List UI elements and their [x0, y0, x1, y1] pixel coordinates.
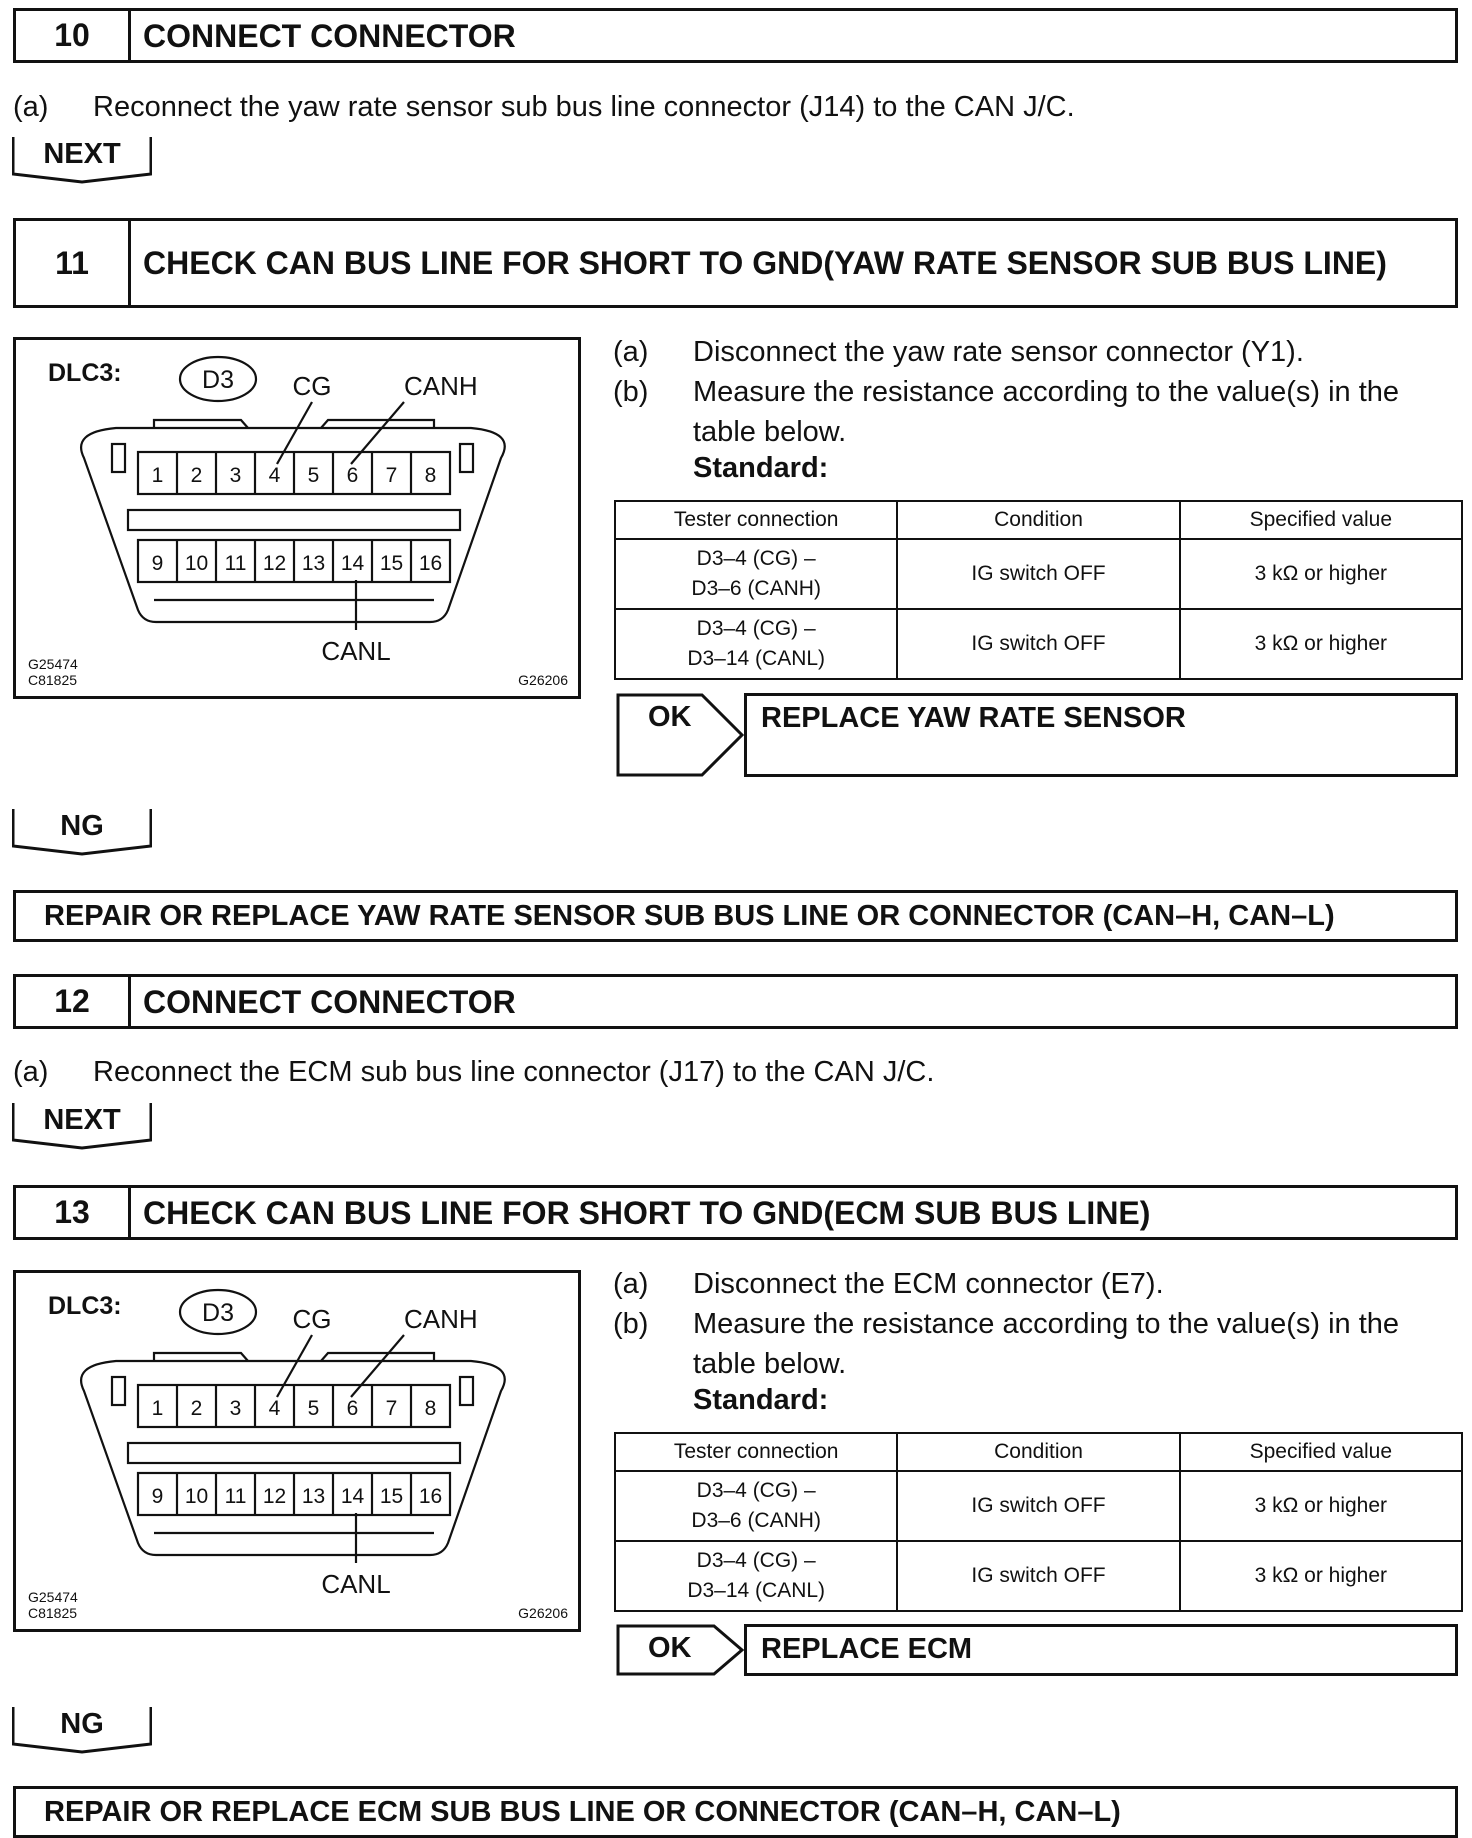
- table-row: [615, 539, 1462, 609]
- tester-connection-cell: [615, 1541, 897, 1611]
- procedure-text: Disconnect the ECM connector (E7).: [693, 1268, 1164, 1300]
- figure-code-3: G26206: [518, 1605, 568, 1621]
- pin-label: 11: [224, 552, 247, 575]
- procedure-label: (b): [613, 1308, 649, 1340]
- connection-line: D3–6 (CANH): [691, 1509, 821, 1532]
- spec-table: [614, 500, 1463, 680]
- cg-label: CG: [292, 371, 332, 401]
- step-number: 12: [16, 977, 131, 1026]
- pin-label: 16: [418, 1485, 443, 1508]
- connection-line: D3–4 (CG) –: [696, 1479, 816, 1502]
- ng-action-box: REPAIR OR REPLACE YAW RATE SENSOR SUB BUS LINE OR CONNECTOR (CAN–H, CAN–L): [13, 890, 1458, 942]
- standard-label: Standard:: [693, 1384, 829, 1416]
- pin-label: 3: [229, 464, 242, 487]
- figure-code-1: G25474: [28, 1589, 78, 1605]
- pin-label: 13: [301, 1485, 326, 1508]
- pin-label: 4: [268, 1397, 281, 1420]
- step-number: 11: [16, 221, 131, 305]
- step-11-procedure-a: [613, 332, 1463, 372]
- specified-value-cell: 3 kΩ or higher: [1180, 539, 1462, 609]
- ok-action-box: REPLACE YAW RATE SENSOR: [744, 693, 1458, 777]
- ok-button[interactable]: [616, 693, 746, 777]
- pin-label: 10: [184, 1485, 209, 1508]
- specified-value-cell: 3 kΩ or higher: [1180, 609, 1462, 679]
- dlc3-connector-figure: [13, 337, 581, 699]
- pin-label: 1: [151, 464, 164, 487]
- step-title: CONNECT CONNECTOR: [143, 17, 516, 54]
- canh-label: CANH: [404, 1304, 478, 1334]
- pin-label: 15: [379, 1485, 404, 1508]
- procedure-label: (a): [613, 1268, 649, 1300]
- condition-cell: IG switch OFF: [897, 1471, 1179, 1541]
- procedure-text: Measure the resistance according to the value(s) in the: [693, 376, 1400, 408]
- step-13-procedure-b: [613, 1304, 1463, 1384]
- ng-action-box: REPAIR OR REPLACE ECM SUB BUS LINE OR CONNECTOR (CAN–H, CAN–L): [13, 1786, 1458, 1838]
- connector-code: D3: [202, 1299, 234, 1327]
- connection-line: D3–6 (CANH): [691, 577, 821, 600]
- pin-label: 12: [262, 1485, 287, 1508]
- pin-label: 16: [418, 552, 443, 575]
- step-12-header: [13, 974, 1458, 1029]
- canl-label: CANL: [321, 636, 391, 666]
- pin-label: 6: [346, 1397, 359, 1420]
- ok-action-box: REPLACE ECM: [744, 1624, 1458, 1676]
- pin-label: 11: [224, 1485, 247, 1508]
- step-11-header: [13, 218, 1458, 308]
- step-12-procedure: [13, 1052, 1453, 1092]
- column-header: Specified value: [1180, 501, 1462, 539]
- step-title: CONNECT CONNECTOR: [143, 983, 516, 1020]
- table-row: [615, 1541, 1462, 1611]
- pin-label: 14: [340, 1485, 365, 1508]
- standard-label: Standard:: [693, 452, 829, 484]
- pin-label: 5: [307, 1397, 320, 1420]
- procedure-label: (a): [13, 1056, 49, 1088]
- step-11-procedure-b: [613, 372, 1463, 452]
- ok-label: OK: [648, 701, 692, 733]
- table-header-row: [615, 1433, 1462, 1471]
- table-row: [615, 1471, 1462, 1541]
- ng-button[interactable]: [12, 1706, 152, 1754]
- procedure-label: (a): [613, 336, 649, 368]
- procedure-text: Reconnect the ECM sub bus line connector (J17) to the CAN J/C.: [93, 1056, 935, 1088]
- pin-label: 2: [190, 464, 203, 487]
- procedure-text: Measure the resistance according to the value(s) in the: [693, 1308, 1400, 1340]
- spec-table: [614, 1432, 1463, 1612]
- next-button[interactable]: [12, 136, 152, 184]
- connection-line: D3–14 (CANL): [687, 1579, 826, 1602]
- procedure-text: Disconnect the yaw rate sensor connector (Y1).: [693, 336, 1304, 368]
- figure-code-3: G26206: [518, 672, 568, 688]
- step-10-procedure: [13, 87, 1453, 127]
- procedure-text-cont: table below.: [693, 1348, 847, 1380]
- ok-button[interactable]: [616, 1624, 746, 1676]
- column-header: Condition: [897, 1433, 1179, 1471]
- ng-label: NG: [60, 810, 104, 842]
- pin-label: 15: [379, 552, 404, 575]
- dlc-label: DLC3:: [48, 359, 122, 387]
- step-13-header: [13, 1185, 1458, 1240]
- canh-label: CANH: [404, 371, 478, 401]
- cg-label: CG: [292, 1304, 332, 1334]
- step-title: CHECK CAN BUS LINE FOR SHORT TO GND(YAW RATE SENSOR SUB BUS LINE): [143, 245, 1387, 281]
- step-number: 13: [16, 1188, 131, 1237]
- connector-code: D3: [202, 366, 234, 394]
- column-header: Tester connection: [615, 1433, 897, 1471]
- connection-line: D3–4 (CG) –: [696, 617, 816, 640]
- pin-label: 2: [190, 1397, 203, 1420]
- ng-button[interactable]: [12, 808, 152, 856]
- condition-cell: IG switch OFF: [897, 539, 1179, 609]
- dlc-label: DLC3:: [48, 1292, 122, 1320]
- column-header: Specified value: [1180, 1433, 1462, 1471]
- step-number: 10: [16, 11, 131, 60]
- pin-label: 6: [346, 464, 359, 487]
- procedure-text-cont: table below.: [693, 416, 847, 448]
- figure-code-1: G25474: [28, 656, 78, 672]
- next-label: NEXT: [43, 138, 121, 170]
- step-title: CHECK CAN BUS LINE FOR SHORT TO GND(ECM SUB BUS LINE): [143, 1194, 1151, 1231]
- specified-value-cell: 3 kΩ or higher: [1180, 1471, 1462, 1541]
- tester-connection-cell: [615, 539, 897, 609]
- connection-line: D3–14 (CANL): [687, 647, 826, 670]
- procedure-text: Reconnect the yaw rate sensor sub bus line connector (J14) to the CAN J/C.: [93, 91, 1075, 123]
- pin-label: 9: [151, 552, 164, 575]
- column-header: Tester connection: [615, 501, 897, 539]
- dlc3-connector-figure: [13, 1270, 581, 1632]
- step-10-header: [13, 8, 1458, 63]
- ng-label: NG: [60, 1708, 104, 1740]
- pin-label: 8: [424, 1397, 437, 1420]
- specified-value-cell: 3 kΩ or higher: [1180, 1541, 1462, 1611]
- table-row: [615, 609, 1462, 679]
- pin-label: 10: [184, 552, 209, 575]
- dlc3-diagram: [16, 1273, 584, 1635]
- pin-label: 13: [301, 552, 326, 575]
- pin-label: 9: [151, 1485, 164, 1508]
- figure-code-2: C81825: [28, 672, 78, 688]
- ok-label: OK: [648, 1632, 692, 1664]
- pin-label: 4: [268, 464, 281, 487]
- pin-label: 7: [385, 464, 398, 487]
- connection-line: D3–4 (CG) –: [696, 547, 816, 570]
- connection-line: D3–4 (CG) –: [696, 1549, 816, 1572]
- step-13-procedure-a: [613, 1264, 1463, 1304]
- procedure-label: (a): [13, 91, 49, 123]
- next-label: NEXT: [43, 1104, 121, 1136]
- canl-label: CANL: [321, 1569, 391, 1599]
- tester-connection-cell: [615, 1471, 897, 1541]
- condition-cell: IG switch OFF: [897, 609, 1179, 679]
- pin-label: 14: [340, 552, 365, 575]
- figure-code-2: C81825: [28, 1605, 78, 1621]
- pin-label: 5: [307, 464, 320, 487]
- procedure-label: (b): [613, 376, 649, 408]
- pin-label: 7: [385, 1397, 398, 1420]
- tester-connection-cell: [615, 609, 897, 679]
- column-header: Condition: [897, 501, 1179, 539]
- pin-label: 12: [262, 552, 287, 575]
- pin-label: 1: [151, 1397, 164, 1420]
- pin-label: 8: [424, 464, 437, 487]
- pin-label: 3: [229, 1397, 242, 1420]
- dlc3-diagram: [16, 340, 584, 702]
- table-header-row: [615, 501, 1462, 539]
- condition-cell: IG switch OFF: [897, 1541, 1179, 1611]
- next-button[interactable]: [12, 1102, 152, 1150]
